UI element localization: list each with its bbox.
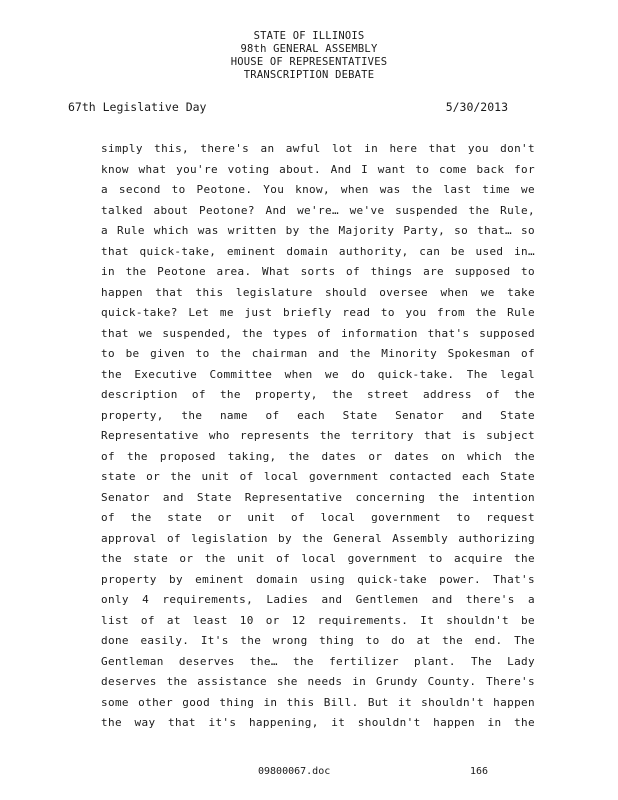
transcript-line: quick-take? Let me just briefly read to you from the Rule xyxy=(101,306,535,319)
legislative-day: 67th Legislative Day xyxy=(68,100,207,114)
transcript-line: property, the name of each State Senator and State xyxy=(101,408,535,422)
document-id: 09800067.doc xyxy=(258,766,331,777)
transcript-line: some other good thing in this Bill. But it shouldn't happen xyxy=(101,695,535,709)
header-assembly: 98th GENERAL ASSEMBLY xyxy=(240,43,378,55)
transcript-line: that we suspended, the types of information that's supposed xyxy=(101,326,535,340)
transcript-line: the state or the unit of local government to acquire the xyxy=(101,552,535,565)
page-number: 166 xyxy=(470,766,489,777)
transcript-line: to be given to the chairman and the Minority Spokesman of xyxy=(101,347,535,360)
transcript-line: a Rule which was written by the Majority Party, so that… so xyxy=(101,224,535,237)
transcript-line: list of at least 10 or 12 requirements. It shouldn't be xyxy=(101,613,535,627)
transcript-line: in the Peotone area. What sorts of things are supposed to xyxy=(101,265,535,278)
transcript-line: approval of legislation by the General Assembly authorizing xyxy=(101,531,535,545)
transcript-line: deserves the assistance she needs in Grundy County. There's xyxy=(101,675,535,688)
transcript-line: simply this, there's an awful lot in here that you don't xyxy=(101,142,535,155)
transcript-line: Representative who represents the territory that is subject xyxy=(101,429,535,442)
transcript-line: Gentleman deserves the… the fertilizer plant. The Lady xyxy=(101,654,535,668)
transcript-body xyxy=(101,139,535,734)
transcript-line: Senator and State Representative concerning the intention xyxy=(101,490,535,504)
transcript-line: state or the unit of local government contacted each State xyxy=(101,470,535,483)
transcript-line: description of the property, the street address of the xyxy=(101,388,535,401)
header-house: HOUSE OF REPRESENTATIVES xyxy=(230,56,388,68)
transcript-line: done easily. It's the wrong thing to do at the end. The xyxy=(101,634,535,647)
transcript-line: only 4 requirements, Ladies and Gentlemen and there's a xyxy=(101,593,535,606)
transcript-line: a second to Peotone. You know, when was the last time we xyxy=(101,183,535,196)
transcript-line: the way that it's happening, it shouldn't happen in the xyxy=(101,716,535,729)
transcript-line: of the state or unit of local government to request xyxy=(101,511,535,524)
document-header xyxy=(0,30,618,82)
transcript-line: property by eminent domain using quick-take power. That's xyxy=(101,572,535,586)
transcript-line: of the proposed taking, the dates or dates on which the xyxy=(101,449,535,463)
header-debate: TRANSCRIPTION DEBATE xyxy=(243,69,375,81)
transcript-line: that quick-take, eminent domain authority, can be used in… xyxy=(101,244,535,258)
transcript-line: the Executive Committee when we do quick-take. The legal xyxy=(101,367,535,381)
transcript-line: happen that this legislature should oversee when we take xyxy=(101,285,535,299)
transcript-line: know what you're voting about. And I want to come back for xyxy=(101,162,535,176)
transcript-line: talked about Peotone? And we're… we've suspended the Rule, xyxy=(101,203,535,217)
session-date: 5/30/2013 xyxy=(445,100,508,114)
header-state: STATE OF ILLINOIS xyxy=(253,30,365,42)
